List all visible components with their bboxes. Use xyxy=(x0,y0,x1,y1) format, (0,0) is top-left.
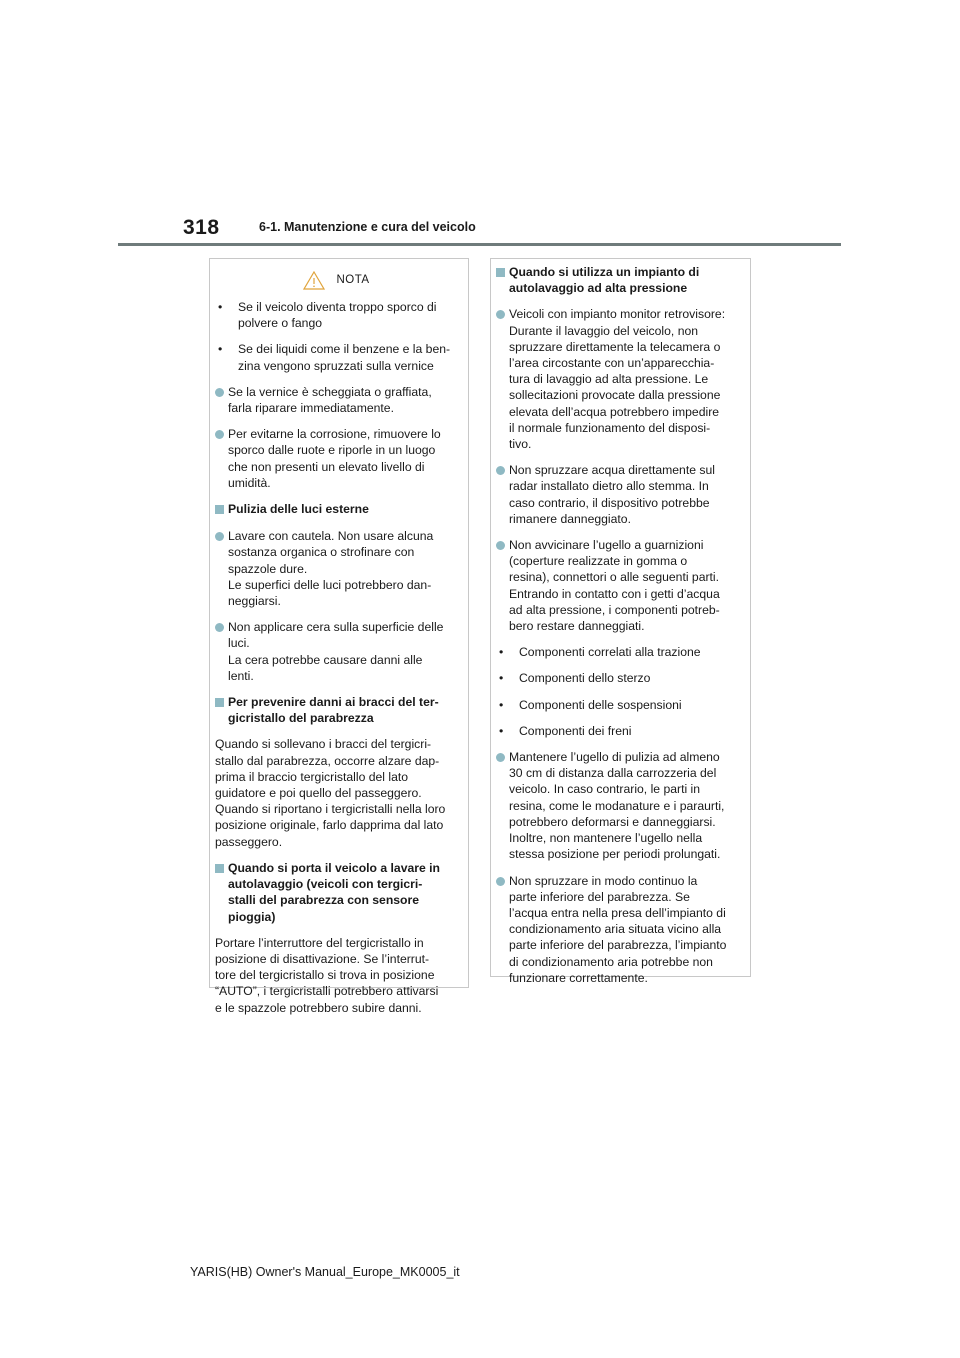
bullet-list-item xyxy=(496,644,740,660)
circle-bullet-icon xyxy=(496,466,505,475)
circle-bullet-icon xyxy=(496,541,505,550)
bullet-mark: • xyxy=(499,645,504,660)
item-text: Componenti delle sospensioni xyxy=(519,697,682,712)
bullet-mark: • xyxy=(499,723,504,738)
square-bullet-icon xyxy=(215,698,224,707)
item-text: Per evitarne la corrosione, rimuovere lo sporco dalle ruote e riporle in un luogo che non presenti un elevato livello di umidità. xyxy=(228,427,441,490)
dot-list-item xyxy=(496,873,740,986)
circle-bullet-icon xyxy=(496,753,505,762)
item-text: Se la vernice è scheggiata o graffiata, farla riparare immediatamente. xyxy=(228,384,432,416)
dot-list-item xyxy=(496,749,740,862)
item-text: Non spruzzare in modo continuo la parte inferiore del parabrezza. Se l’acqua entra nella presa dell’impianto di condizionamento aria situata vicino alla parte inferiore del parabrezza, l’impianto di condizionamento aria potrebbe non funzionare correttamente. xyxy=(509,873,727,985)
square-bullet-icon xyxy=(215,864,224,873)
item-text: Lavare con cautela. Non usare alcuna sostanza organica o strofinare con spazzole dure. Le superfici delle luci potrebbero dan- neggiarsi. xyxy=(228,529,434,609)
square-bullet-icon xyxy=(496,268,505,277)
dot-list-item xyxy=(215,426,458,491)
dot-list-item xyxy=(496,462,740,527)
bullet-list-item xyxy=(496,723,740,739)
item-text: Non avvicinare l’ugello a guarnizioni (coperture realizzate in gomma o resina), connettori o alle seguenti parti. Entrando in contatto con i getti d’acqua ad alta pressione, i componenti potreb- bero restare danneggiati. xyxy=(509,538,720,634)
dot-list-item xyxy=(215,528,458,609)
subheading xyxy=(215,501,458,518)
info-box xyxy=(490,258,751,985)
paragraph: Quando si sollevano i bracci del tergicri- stallo dal parabrezza, occorre alzare dap- prima il braccio tergicristallo del lato guidatore e poi quello del passeggero. Quando si riportano i tergicristalli nella loro posizione originale, farlo dapprima dal lato passeggero. xyxy=(215,737,446,849)
dot-list-item xyxy=(496,537,740,634)
bullet-list-item xyxy=(496,697,740,713)
header-rule xyxy=(118,243,841,246)
subheading xyxy=(215,860,458,925)
section-title: 6-1. Manutenzione e cura del veicolo xyxy=(259,220,476,234)
subheading-text: Quando si utilizza un impianto di autolavaggio ad alta pressione xyxy=(509,265,700,296)
bullet-list-item xyxy=(496,670,740,686)
item-text: Se il veicolo diventa troppo sporco di polvere o fango xyxy=(238,300,437,331)
nota-box xyxy=(209,258,469,1015)
square-bullet-icon xyxy=(215,505,224,514)
item-text: Veicoli con impianto monitor retrovisore: Durante il lavaggio del veicolo, non spruzzare direttamente la telecamera o l’area circostante con un’apparecchia- tura di lavaggio ad alta pressione. Le sollecitazioni provocate dalla pressione elevata dell’acqua potrebbero impedire il normale funzionamento del disposi- tivo. xyxy=(509,307,726,452)
subheading xyxy=(496,264,740,296)
paragraph: Portare l’interruttore del tergicristallo in posizione di disattivazione. Se l’interrut- tore del tergicristallo si trova in posizione “AUTO”, i tergicristalli potrebbero attivarsi e le spazzole potrebbero subire danni. xyxy=(215,935,439,1015)
warning-icon xyxy=(303,271,325,290)
dot-list-item xyxy=(215,619,458,684)
left-content xyxy=(215,299,458,1016)
bullet-mark: • xyxy=(499,697,504,712)
item-text: Mantenere l’ugello di pulizia ad almeno 30 cm di distanza dalla carrozzeria del veicolo. In caso contrario, le parti in resina, come le modanature e i paraurti, potrebbero deformarsi e danneggiarsi. Inoltre, non mantenere l’ugello nella stessa posizione per periodi prolungati. xyxy=(509,750,725,862)
dot-list-item xyxy=(215,384,458,416)
item-text: Se dei liquidi come il benzene e la ben- zina vengono spruzzati sulla vernice xyxy=(238,342,451,373)
item-text: Non applicare cera sulla superficie delle luci. La cera potrebbe causare danni alle lenti. xyxy=(228,620,444,683)
circle-bullet-icon xyxy=(215,532,224,541)
item-text: Non spruzzare acqua direttamente sul radar installato dietro allo stemma. In caso contrario, il dispositivo potrebbe rimanere danneggiato. xyxy=(509,463,715,526)
nota-label: NOTA xyxy=(336,274,370,286)
circle-bullet-icon xyxy=(496,877,505,886)
circle-bullet-icon xyxy=(215,430,224,439)
item-text: Componenti dello sterzo xyxy=(519,671,651,686)
circle-bullet-icon xyxy=(215,623,224,632)
item-text: Componenti correlati alla trazione xyxy=(519,645,701,660)
bullet-list-item xyxy=(215,341,458,373)
subheading xyxy=(215,694,458,726)
right-content xyxy=(496,264,740,986)
page-number: 318 xyxy=(183,216,220,239)
item-text: Componenti dei freni xyxy=(519,723,632,738)
bullet-mark: • xyxy=(218,342,223,357)
circle-bullet-icon xyxy=(496,310,505,319)
footer-text: YARIS(HB) Owner's Manual_Europe_MK0005_it xyxy=(190,1265,460,1279)
subheading-text: Per prevenire danni ai bracci del ter- gicristallo del parabrezza xyxy=(228,695,439,726)
circle-bullet-icon xyxy=(215,388,224,397)
bullet-list-item xyxy=(215,299,458,331)
subheading-text: Quando si porta il veicolo a lavare in autolavaggio (veicoli con tergicri- stalli del parabrezza con sensore pioggia) xyxy=(228,860,440,924)
bullet-mark: • xyxy=(218,300,223,314)
bullet-mark: • xyxy=(499,671,504,686)
subheading-text: Pulizia delle luci esterne xyxy=(228,502,369,517)
nota-header xyxy=(215,265,458,295)
dot-list-item xyxy=(496,306,740,452)
